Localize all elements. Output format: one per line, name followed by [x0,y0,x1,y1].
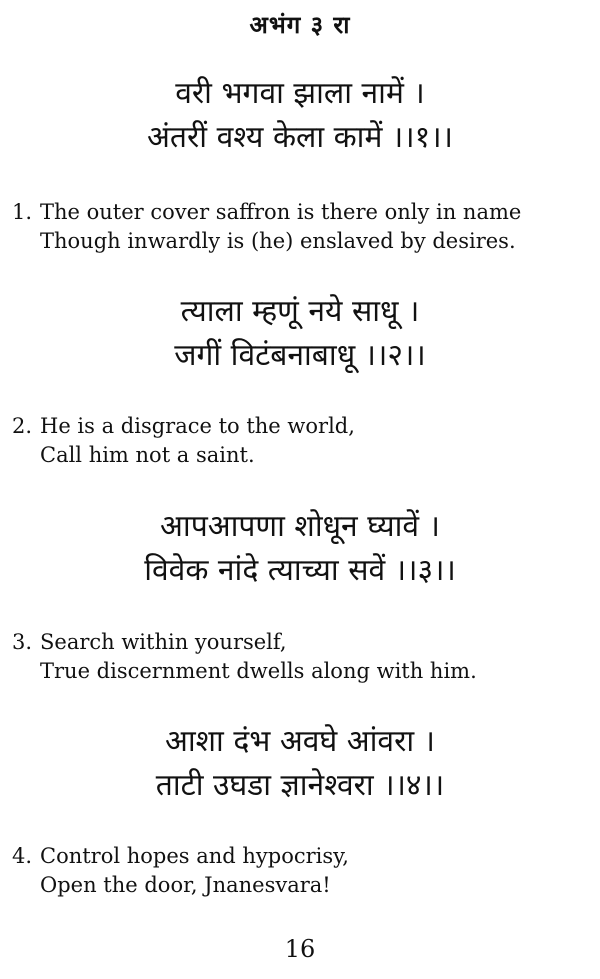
marathi-line: वरी भगवा झाला नामें । [175,76,425,111]
marathi-line: ताटी उघडा ज्ञानेश्वरा ।।४।। [155,768,445,803]
stanza-number: 1. [12,200,33,224]
english-translation-2 [12,412,597,470]
page-number: 16 [284,935,316,963]
stanza-number: 3. [12,630,33,654]
translation-line: Search within yourself, [40,630,287,654]
marathi-verse-3 [0,505,600,593]
translation-line: He is a disgrace to the world, [40,414,355,438]
translation-line: Control hopes and hypocrisy, [40,844,349,868]
abhang-heading: अभंग ३ रा [249,11,351,39]
stanza-number: 4. [12,844,33,868]
english-translation-1 [12,198,597,256]
marathi-verse-4 [0,720,600,808]
marathi-verse-2 [0,290,600,378]
translation-line: Though inwardly is (he) enslaved by desires. [40,229,516,253]
marathi-line: अंतरीं वश्य केला कामें ।।१।। [146,120,453,155]
marathi-line: आशा दंभ अवघे आंवरा । [164,724,436,759]
marathi-verse-1 [0,72,600,160]
stanza-number: 2. [12,414,33,438]
translation-line: Call him not a saint. [40,443,255,467]
marathi-line: जगीं विटंबनाबाधू ।।२।। [174,338,426,373]
marathi-line: आपआपणा शोधून घ्यावें । [160,509,440,544]
translation-line: The outer cover saffron is there only in name [40,200,522,224]
marathi-line: त्याला म्हणूं नये साधू । [180,294,420,329]
english-translation-3 [12,628,597,686]
translation-line: True discernment dwells along with him. [40,659,477,683]
translation-line: Open the door, Jnanesvara! [40,873,331,897]
marathi-line: विवेक नांदे त्याच्या सवें ।।३।। [144,553,456,588]
english-translation-4 [12,842,597,900]
